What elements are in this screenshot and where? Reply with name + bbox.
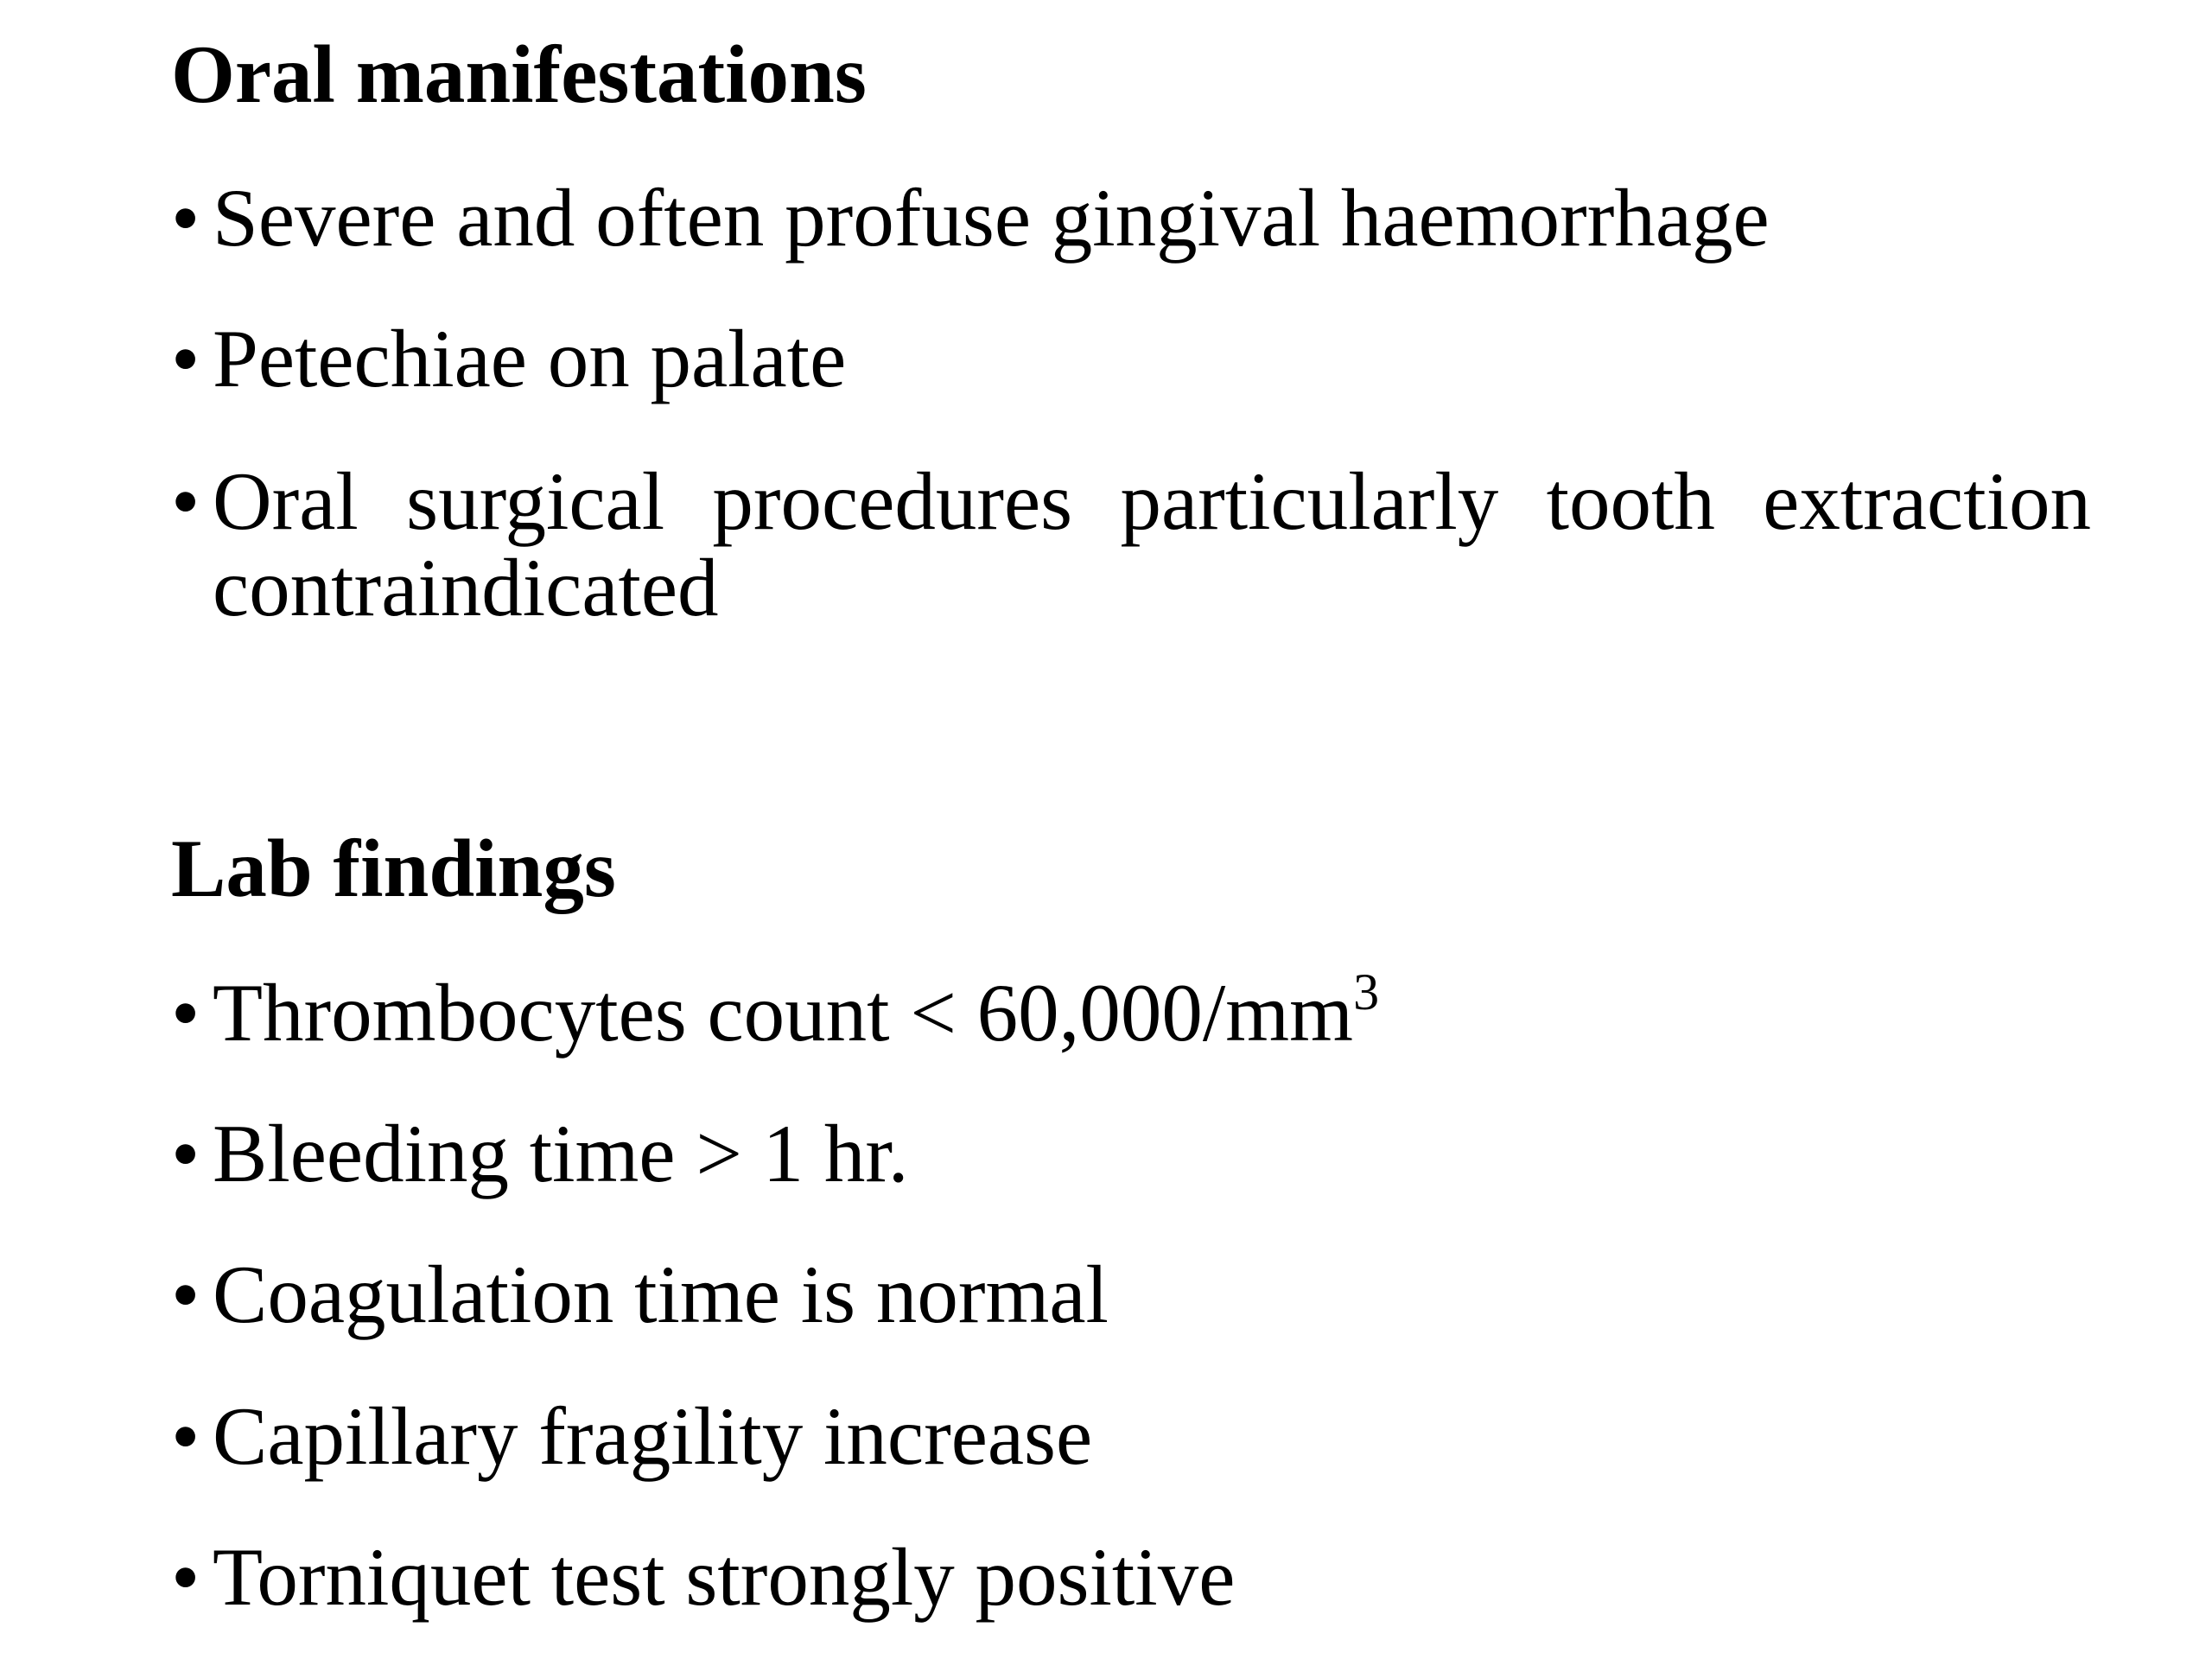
bullet-icon: •	[171, 455, 200, 547]
bullet-icon: •	[171, 1108, 200, 1199]
bullet-text: Bleeding time > 1 hr.	[213, 1108, 909, 1199]
section-heading-lab-findings: Lab findings	[171, 823, 616, 914]
bullet-icon: •	[171, 1249, 200, 1340]
bullet-icon: •	[171, 1390, 200, 1482]
bullet-icon: •	[171, 967, 200, 1058]
bullet-icon: •	[171, 1531, 200, 1623]
bullet-text: Petechiae on palate	[213, 313, 847, 404]
bullet-text: Torniquet test strongly positive	[213, 1531, 1236, 1623]
bullet-text	[213, 963, 1380, 1066]
superscript-exponent: 3	[1353, 963, 1380, 1020]
bullet-text: Severe and often profuse gingival haemorrhage	[213, 172, 1770, 264]
bullet-text: Oral surgical procedures particularly tooth extraction contraindicated	[213, 455, 2091, 633]
bullet-text: Capillary fragility increase	[213, 1390, 1093, 1482]
bullet-text: Coagulation time is normal	[213, 1249, 1109, 1340]
bullet-icon: •	[171, 172, 200, 264]
thrombocytes-text: Thrombocytes count < 60,000/mm	[213, 967, 1354, 1058]
section-heading-oral-manifestations: Oral manifestations	[171, 29, 867, 120]
bullet-icon: •	[171, 313, 200, 404]
